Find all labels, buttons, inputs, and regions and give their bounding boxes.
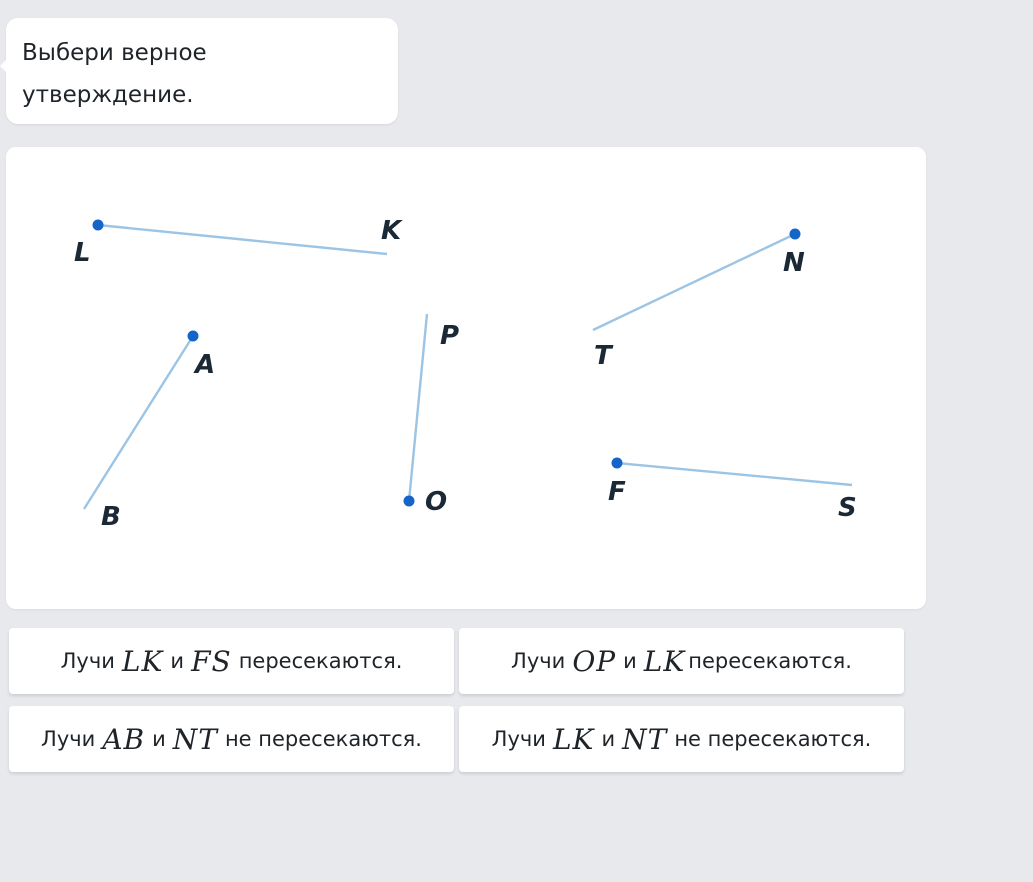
point-k-label: K	[381, 216, 402, 246]
answer-suffix: пересекаются.	[688, 649, 852, 673]
ray-name: NT	[622, 722, 668, 756]
question-text-line-2: утверждение.	[22, 82, 194, 108]
ray-nt-line	[593, 234, 795, 330]
point-n-label: N	[783, 248, 805, 278]
rays-figure	[6, 147, 926, 609]
ray-name: LK	[552, 722, 595, 756]
answer-prefix: Лучи	[511, 649, 566, 673]
point-a-dot	[188, 331, 199, 342]
answer-conjunction: и	[601, 727, 616, 751]
answer-option-2[interactable]	[459, 628, 904, 694]
ray-fs-line	[617, 463, 852, 485]
ray-name: LK	[643, 644, 686, 678]
rays-figure-card	[6, 147, 926, 609]
ray-name: OP	[572, 644, 617, 678]
answer-prefix: Лучи	[41, 727, 96, 751]
answer-prefix: Лучи	[491, 727, 546, 751]
answer-option-3[interactable]	[9, 706, 454, 772]
answer-suffix: не пересекаются.	[674, 727, 872, 751]
ray-name: FS	[191, 644, 232, 678]
ray-op-line	[409, 314, 427, 501]
point-o-label: O	[425, 487, 448, 517]
ray-name: LK	[121, 644, 164, 678]
ray-name: AB	[102, 722, 146, 756]
point-l-label: L	[74, 238, 91, 268]
point-f-label: F	[608, 477, 626, 507]
point-f-dot	[612, 458, 623, 469]
answer-option-4[interactable]	[459, 706, 904, 772]
point-b-label: B	[101, 502, 121, 532]
answer-conjunction: и	[170, 649, 185, 673]
point-s-label: S	[838, 493, 857, 523]
ray-name: NT	[172, 722, 218, 756]
answer-conjunction: и	[623, 649, 637, 673]
answer-suffix: не пересекаются.	[224, 727, 422, 751]
answer-conjunction: и	[152, 727, 166, 751]
answer-option-1[interactable]	[9, 628, 454, 694]
point-p-label: P	[440, 321, 460, 351]
ray-lk-line	[98, 225, 387, 254]
point-t-label: T	[594, 341, 612, 371]
point-o-dot	[404, 496, 415, 507]
point-n-dot	[790, 229, 801, 240]
point-a-label: A	[195, 350, 216, 380]
answer-suffix: пересекаются.	[238, 649, 403, 673]
point-l-dot	[93, 220, 104, 231]
question-text-line-1: Выбери верное	[22, 40, 207, 66]
bubble-tail	[0, 58, 8, 74]
ray-ab-line	[84, 336, 193, 509]
answer-prefix: Лучи	[60, 649, 115, 673]
question-bubble	[6, 18, 398, 124]
